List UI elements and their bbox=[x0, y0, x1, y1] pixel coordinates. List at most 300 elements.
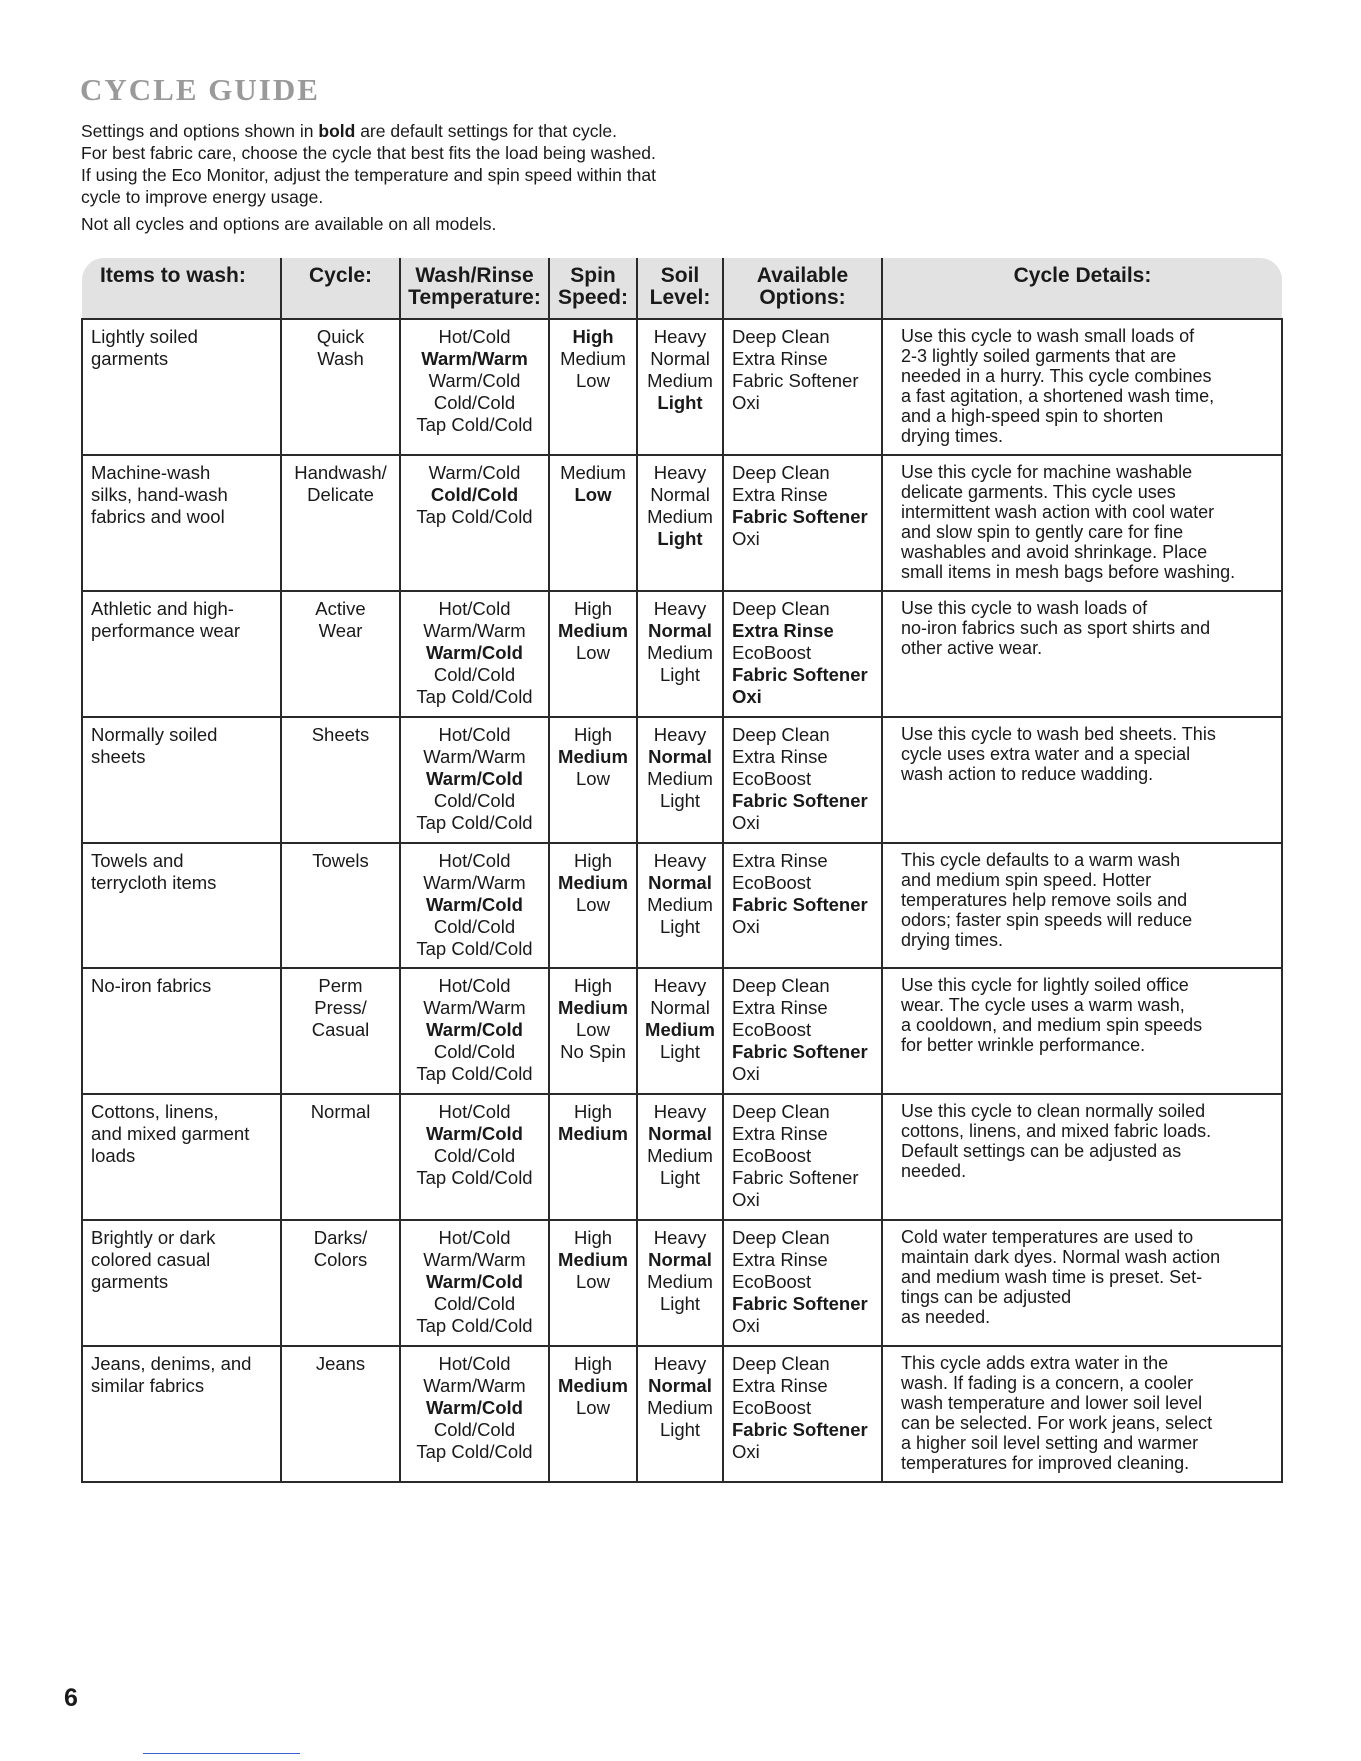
soil-line: Heavy bbox=[653, 723, 707, 745]
soil-line: Light bbox=[657, 527, 703, 549]
options-line: Extra Rinse bbox=[732, 1123, 828, 1145]
soil-line: Light bbox=[659, 915, 701, 937]
table-row bbox=[82, 591, 1282, 717]
table-row bbox=[82, 968, 1282, 1094]
items-line: Jeans, denims, and bbox=[91, 1352, 252, 1374]
soil-line: Normal bbox=[648, 1123, 712, 1145]
spin-cell bbox=[549, 843, 637, 969]
items-line: Brightly or dark bbox=[91, 1227, 216, 1249]
spin-cell bbox=[549, 591, 637, 717]
items-line: fabrics and wool bbox=[91, 505, 225, 527]
cycle-cell bbox=[281, 591, 400, 717]
items-cell bbox=[82, 1346, 281, 1482]
header-spin-speed bbox=[549, 258, 637, 319]
temp-line: Warm/Cold bbox=[426, 1123, 523, 1145]
options-line: Oxi bbox=[732, 915, 760, 937]
details-cell bbox=[882, 591, 1282, 717]
options-line: Extra Rinse bbox=[732, 745, 828, 767]
options-cell bbox=[723, 1220, 882, 1346]
items-line: loads bbox=[91, 1145, 136, 1167]
temp-line: Warm/Warm bbox=[423, 1374, 526, 1396]
temp-line: Warm/Cold bbox=[426, 1019, 523, 1041]
cycle-cell bbox=[281, 1346, 400, 1482]
options-line: Oxi bbox=[732, 685, 762, 707]
spin-line: Medium bbox=[558, 871, 628, 893]
options-line: Extra Rinse bbox=[732, 849, 828, 871]
soil-cell bbox=[637, 1220, 723, 1346]
options-line: Fabric Softener bbox=[732, 663, 868, 685]
details-line: temperatures for improved cleaning. bbox=[901, 1452, 1190, 1473]
temp-line: Warm/Cold bbox=[426, 1396, 523, 1418]
cycle-line: Delicate bbox=[307, 483, 374, 505]
details-cell bbox=[882, 843, 1282, 969]
details-line: and a high-speed spin to shorten bbox=[901, 406, 1164, 426]
soil-line: Light bbox=[659, 1167, 701, 1189]
spin-line: Low bbox=[576, 370, 610, 391]
items-cell bbox=[82, 591, 281, 717]
temp-line: Warm/Cold bbox=[428, 461, 521, 483]
options-cell bbox=[723, 968, 882, 1094]
details-line: needed. bbox=[901, 1161, 967, 1182]
spin-cell bbox=[549, 1220, 637, 1346]
options-line: Deep Clean bbox=[732, 975, 830, 997]
soil-line: Light bbox=[659, 1293, 701, 1315]
cycle-cell bbox=[281, 319, 400, 455]
soil-cell bbox=[637, 843, 723, 969]
options-cell bbox=[723, 1094, 882, 1220]
spin-cell bbox=[549, 1094, 637, 1220]
temp-line: Warm/Warm bbox=[423, 997, 526, 1019]
items-line: Lightly soiled bbox=[91, 326, 198, 347]
header-line: Wash/Rinse bbox=[415, 264, 534, 287]
soil-line: Medium bbox=[647, 370, 713, 391]
spin-line: Low bbox=[574, 483, 612, 505]
soil-line: Light bbox=[659, 663, 701, 685]
soil-line: Heavy bbox=[653, 975, 707, 997]
temp-line: Cold/Cold bbox=[433, 1041, 516, 1063]
intro-line bbox=[81, 120, 841, 142]
spin-line: Low bbox=[576, 893, 610, 915]
options-line: EcoBoost bbox=[732, 641, 812, 663]
page-title: CYCLE GUIDE bbox=[80, 72, 320, 107]
cycle-line: Press/ bbox=[314, 997, 367, 1019]
soil-line: Normal bbox=[650, 483, 710, 505]
options-cell bbox=[723, 843, 882, 969]
header-line: Temperature: bbox=[408, 286, 541, 309]
soil-line: Medium bbox=[647, 1271, 713, 1293]
items-cell bbox=[82, 319, 281, 455]
options-line: Deep Clean bbox=[732, 326, 830, 347]
details-line: Use this cycle for lightly soiled office bbox=[901, 975, 1189, 996]
details-line: and medium wash time is preset. Set- bbox=[901, 1267, 1203, 1288]
spin-cell bbox=[549, 455, 637, 591]
items-cell bbox=[82, 968, 281, 1094]
soil-cell bbox=[637, 455, 723, 591]
table-header-row bbox=[82, 258, 1282, 319]
soil-line: Medium bbox=[647, 641, 713, 663]
header-temperature bbox=[400, 258, 549, 319]
table-row bbox=[82, 1094, 1282, 1220]
details-line: wash action to reduce wadding. bbox=[901, 763, 1154, 784]
spin-cell bbox=[549, 319, 637, 455]
options-line: Fabric Softener bbox=[732, 1293, 868, 1315]
details-line: Default settings can be adjusted as bbox=[901, 1141, 1182, 1162]
options-line: EcoBoost bbox=[732, 871, 812, 893]
items-line: Machine-wash bbox=[91, 461, 211, 483]
temp-line: Warm/Warm bbox=[423, 871, 526, 893]
items-line: silks, hand-wash bbox=[91, 483, 228, 505]
details-line: wear. The cycle uses a warm wash, bbox=[901, 995, 1185, 1016]
options-line: Deep Clean bbox=[732, 1227, 830, 1249]
spin-line: Low bbox=[576, 1019, 610, 1041]
soil-line: Heavy bbox=[653, 1227, 707, 1249]
footer-rule bbox=[143, 1753, 300, 1754]
options-line: Oxi bbox=[732, 1315, 760, 1337]
items-line: No-iron fabrics bbox=[91, 975, 212, 997]
table-row bbox=[82, 455, 1282, 591]
header-line: Soil bbox=[660, 264, 700, 287]
options-line: EcoBoost bbox=[732, 767, 812, 789]
cycle-cell bbox=[281, 968, 400, 1094]
soil-line: Medium bbox=[647, 893, 713, 915]
options-cell bbox=[723, 591, 882, 717]
soil-line: Normal bbox=[648, 871, 712, 893]
cycle-cell bbox=[281, 455, 400, 591]
header-line: Available bbox=[756, 264, 849, 287]
cycle-line: Normal bbox=[310, 1101, 371, 1123]
details-line: odors; faster spin speeds will reduce bbox=[901, 909, 1193, 930]
options-line: EcoBoost bbox=[732, 1019, 812, 1041]
soil-line: Normal bbox=[648, 1249, 712, 1271]
intro-text-segment: Settings and options shown in bbox=[81, 121, 319, 141]
details-line: Use this cycle to clean normally soiled bbox=[901, 1101, 1206, 1122]
temp-line: Tap Cold/Cold bbox=[416, 685, 533, 707]
soil-line: Heavy bbox=[653, 597, 707, 619]
soil-line: Heavy bbox=[653, 326, 707, 347]
temp-line: Warm/Cold bbox=[426, 893, 523, 915]
details-line: cycle uses extra water and a special bbox=[901, 743, 1191, 764]
details-line: for better wrinkle performance. bbox=[901, 1035, 1146, 1056]
cycle-line: Casual bbox=[311, 1019, 370, 1041]
options-line: Deep Clean bbox=[732, 723, 830, 745]
header-available-options bbox=[723, 258, 882, 319]
details-cell bbox=[882, 1346, 1282, 1482]
options-line: EcoBoost bbox=[732, 1145, 812, 1167]
temp-line: Cold/Cold bbox=[433, 1145, 516, 1167]
options-line: Extra Rinse bbox=[732, 1249, 828, 1271]
temp-cell bbox=[400, 455, 549, 591]
table-body bbox=[82, 319, 1282, 1482]
soil-line: Normal bbox=[650, 997, 710, 1019]
cycle-line: Quick bbox=[316, 326, 365, 347]
items-line: terrycloth items bbox=[91, 871, 217, 893]
spin-line: Medium bbox=[560, 348, 626, 369]
intro-line: For best fabric care, choose the cycle that best fits the load being washed. bbox=[81, 143, 656, 163]
temp-line: Tap Cold/Cold bbox=[416, 811, 533, 833]
details-line: and slow spin to gently care for fine bbox=[901, 521, 1184, 542]
cycle-line: Jeans bbox=[315, 1352, 366, 1374]
temp-line: Warm/Cold bbox=[426, 767, 523, 789]
details-line: a cooldown, and medium spin speeds bbox=[901, 1015, 1203, 1036]
temp-line: Warm/Cold bbox=[426, 641, 523, 663]
soil-cell bbox=[637, 968, 723, 1094]
options-cell bbox=[723, 1346, 882, 1482]
soil-line: Heavy bbox=[653, 1352, 707, 1374]
header-line: Level: bbox=[649, 286, 711, 309]
soil-line: Heavy bbox=[653, 1101, 707, 1123]
items-line: similar fabrics bbox=[91, 1374, 205, 1396]
table-row bbox=[82, 717, 1282, 843]
spin-line: Medium bbox=[558, 619, 628, 641]
temp-line: Tap Cold/Cold bbox=[416, 937, 533, 959]
soil-cell bbox=[637, 717, 723, 843]
cycle-cell bbox=[281, 1094, 400, 1220]
spin-line: Low bbox=[576, 641, 610, 663]
options-cell bbox=[723, 319, 882, 455]
options-line: Fabric Softener bbox=[732, 505, 868, 527]
temp-line: Hot/Cold bbox=[438, 1227, 511, 1249]
options-line: EcoBoost bbox=[732, 1396, 812, 1418]
options-line: Oxi bbox=[732, 527, 760, 549]
items-line: performance wear bbox=[91, 619, 241, 641]
spin-line: High bbox=[573, 975, 613, 997]
header-line: Options: bbox=[759, 286, 846, 309]
intro-line: cycle to improve energy usage. bbox=[81, 187, 324, 207]
cycle-line: Darks/ bbox=[313, 1227, 368, 1249]
temp-line: Warm/Cold bbox=[428, 370, 521, 391]
cycle-cell bbox=[281, 717, 400, 843]
temp-line: Cold/Cold bbox=[433, 915, 516, 937]
details-cell bbox=[882, 968, 1282, 1094]
items-cell bbox=[82, 717, 281, 843]
temp-line: Hot/Cold bbox=[438, 849, 511, 871]
soil-cell bbox=[637, 1346, 723, 1482]
temp-cell bbox=[400, 1346, 549, 1482]
options-line: Fabric Softener bbox=[732, 1041, 868, 1063]
details-line: small items in mesh bags before washing. bbox=[901, 561, 1236, 582]
items-line: garments bbox=[91, 348, 169, 369]
options-line: Extra Rinse bbox=[732, 348, 828, 369]
options-line: Extra Rinse bbox=[732, 619, 834, 641]
details-line: Use this cycle to wash bed sheets. This bbox=[901, 723, 1216, 744]
temp-cell bbox=[400, 591, 549, 717]
details-line: drying times. bbox=[901, 929, 1004, 950]
options-line: Oxi bbox=[732, 811, 760, 833]
soil-line: Normal bbox=[650, 348, 710, 369]
soil-line: Light bbox=[659, 1041, 701, 1063]
options-line: Oxi bbox=[732, 1063, 760, 1085]
cycle-cell bbox=[281, 843, 400, 969]
details-line: a fast agitation, a shortened wash time, bbox=[901, 386, 1215, 406]
details-line: other active wear. bbox=[901, 637, 1043, 658]
cycle-line: Towels bbox=[312, 849, 369, 871]
options-line: Fabric Softener bbox=[732, 893, 868, 915]
details-line: Use this cycle for machine washable bbox=[901, 461, 1193, 482]
details-line: as needed. bbox=[901, 1307, 991, 1328]
options-line: Extra Rinse bbox=[732, 483, 828, 505]
spin-line: High bbox=[573, 1101, 613, 1123]
table-row bbox=[82, 1220, 1282, 1346]
details-line: drying times. bbox=[901, 426, 1004, 446]
details-line: a higher soil level setting and warmer bbox=[901, 1432, 1199, 1453]
soil-line: Heavy bbox=[653, 461, 707, 483]
soil-line: Light bbox=[657, 392, 703, 413]
temp-cell bbox=[400, 843, 549, 969]
spin-line: High bbox=[573, 1352, 613, 1374]
temp-line: Cold/Cold bbox=[430, 483, 519, 505]
intro-bold-word: bold bbox=[318, 121, 356, 141]
spin-line: High bbox=[573, 849, 613, 871]
soil-cell bbox=[637, 591, 723, 717]
spin-cell bbox=[549, 717, 637, 843]
options-line: Extra Rinse bbox=[732, 1374, 828, 1396]
soil-line: Heavy bbox=[653, 849, 707, 871]
details-line: intermittent wash action with cool water bbox=[901, 501, 1215, 522]
spin-line: Medium bbox=[558, 1374, 628, 1396]
soil-line: Normal bbox=[648, 619, 712, 641]
cycle-line: Handwash/ bbox=[294, 461, 387, 483]
spin-line: Low bbox=[576, 1396, 610, 1418]
items-line: colored casual bbox=[91, 1249, 211, 1271]
details-cell bbox=[882, 1220, 1282, 1346]
options-line: Deep Clean bbox=[732, 597, 830, 619]
spin-line: High bbox=[573, 597, 613, 619]
header-cycle: Cycle: bbox=[281, 258, 400, 319]
spin-cell bbox=[549, 1346, 637, 1482]
cycle-line: Sheets bbox=[311, 723, 370, 745]
cycle-guide-table bbox=[81, 258, 1283, 1483]
spin-line: Medium bbox=[558, 1123, 628, 1145]
header-items-to-wash: Items to wash: bbox=[82, 258, 281, 319]
details-line: needed in a hurry. This cycle combines bbox=[901, 366, 1212, 386]
soil-line: Medium bbox=[647, 505, 713, 527]
header-line: Speed: bbox=[557, 286, 628, 309]
spin-line: Medium bbox=[558, 1249, 628, 1271]
items-cell bbox=[82, 1094, 281, 1220]
spin-line: High bbox=[573, 723, 613, 745]
soil-line: Light bbox=[659, 1418, 701, 1440]
details-cell bbox=[882, 319, 1282, 455]
details-cell bbox=[882, 1094, 1282, 1220]
items-line: and mixed garment bbox=[91, 1123, 250, 1145]
temp-line: Hot/Cold bbox=[438, 1352, 511, 1374]
table-row bbox=[82, 1346, 1282, 1482]
temp-line: Cold/Cold bbox=[433, 789, 516, 811]
temp-line: Cold/Cold bbox=[433, 1418, 516, 1440]
page-number: 6 bbox=[64, 1684, 78, 1712]
options-line: Deep Clean bbox=[732, 1101, 830, 1123]
spin-line: Medium bbox=[558, 745, 628, 767]
details-line: This cycle adds extra water in the bbox=[901, 1352, 1169, 1373]
details-line: and medium spin speed. Hotter bbox=[901, 869, 1152, 890]
details-cell bbox=[882, 717, 1282, 843]
soil-line: Medium bbox=[647, 1145, 713, 1167]
soil-line: Light bbox=[659, 789, 701, 811]
options-line: Extra Rinse bbox=[732, 997, 828, 1019]
options-cell bbox=[723, 455, 882, 591]
spin-line: Low bbox=[576, 1271, 610, 1293]
options-line: Fabric Softener bbox=[732, 789, 868, 811]
temp-line: Warm/Cold bbox=[426, 1271, 523, 1293]
temp-line: Hot/Cold bbox=[438, 1101, 511, 1123]
options-line: Oxi bbox=[732, 1189, 760, 1211]
intro-line: If using the Eco Monitor, adjust the temperature and spin speed within that bbox=[81, 165, 656, 185]
soil-cell bbox=[637, 1094, 723, 1220]
temp-cell bbox=[400, 319, 549, 455]
intro-note: Not all cycles and options are available on all models. bbox=[81, 214, 497, 234]
spin-line: High bbox=[573, 1227, 613, 1249]
details-line: delicate garments. This cycle uses bbox=[901, 481, 1176, 502]
items-cell bbox=[82, 1220, 281, 1346]
spin-line: Medium bbox=[558, 997, 628, 1019]
details-line: wash. If fading is a concern, a cooler bbox=[901, 1372, 1194, 1393]
details-line: temperatures help remove soils and bbox=[901, 889, 1188, 910]
options-line: Deep Clean bbox=[732, 1352, 830, 1374]
cycle-line: Wash bbox=[317, 348, 364, 369]
temp-line: Cold/Cold bbox=[433, 392, 516, 413]
temp-line: Hot/Cold bbox=[438, 975, 511, 997]
temp-line: Tap Cold/Cold bbox=[416, 505, 533, 527]
details-line: 2-3 lightly soiled garments that are bbox=[901, 346, 1177, 366]
details-line: no-iron fabrics such as sport shirts and bbox=[901, 617, 1211, 638]
options-line: Fabric Softener bbox=[732, 1167, 859, 1189]
details-line: cottons, linens, and mixed fabric loads. bbox=[901, 1121, 1212, 1142]
items-line: Towels and bbox=[91, 849, 184, 871]
details-line: Use this cycle to wash small loads of bbox=[901, 326, 1195, 346]
header-soil-level bbox=[637, 258, 723, 319]
options-line: Fabric Softener bbox=[732, 1418, 868, 1440]
items-line: Athletic and high- bbox=[91, 597, 234, 619]
temp-cell bbox=[400, 1220, 549, 1346]
items-line: Normally soiled bbox=[91, 723, 218, 745]
spin-line: No Spin bbox=[560, 1041, 626, 1063]
temp-cell bbox=[400, 1094, 549, 1220]
temp-line: Tap Cold/Cold bbox=[416, 1315, 533, 1337]
soil-line: Normal bbox=[648, 745, 712, 767]
details-line: maintain dark dyes. Normal wash action bbox=[901, 1247, 1221, 1268]
details-line: Use this cycle to wash loads of bbox=[901, 597, 1148, 618]
temp-line: Warm/Warm bbox=[423, 1249, 526, 1271]
options-line: EcoBoost bbox=[732, 1271, 812, 1293]
temp-line: Tap Cold/Cold bbox=[416, 1440, 533, 1462]
options-line: Oxi bbox=[732, 392, 760, 413]
details-line: Cold water temperatures are used to bbox=[901, 1227, 1194, 1248]
items-cell bbox=[82, 843, 281, 969]
items-line: sheets bbox=[91, 745, 146, 767]
options-line: Fabric Softener bbox=[732, 370, 859, 391]
header-cycle-details: Cycle Details: bbox=[882, 258, 1282, 319]
items-cell bbox=[82, 455, 281, 591]
temp-line: Cold/Cold bbox=[433, 1293, 516, 1315]
soil-line: Normal bbox=[648, 1374, 712, 1396]
temp-line: Hot/Cold bbox=[438, 326, 511, 347]
spin-line: Low bbox=[576, 767, 610, 789]
options-cell bbox=[723, 717, 882, 843]
temp-line: Tap Cold/Cold bbox=[416, 414, 533, 435]
intro-text-segment: are default settings for that cycle. bbox=[355, 121, 617, 141]
soil-line: Medium bbox=[645, 1019, 715, 1041]
temp-cell bbox=[400, 968, 549, 1094]
details-line: washables and avoid shrinkage. Place bbox=[901, 541, 1208, 562]
temp-line: Warm/Warm bbox=[421, 348, 528, 369]
temp-line: Hot/Cold bbox=[438, 723, 511, 745]
temp-line: Warm/Warm bbox=[423, 619, 526, 641]
details-line: This cycle defaults to a warm wash bbox=[901, 849, 1181, 870]
details-cell bbox=[882, 455, 1282, 591]
details-line: wash temperature and lower soil level bbox=[901, 1392, 1203, 1413]
cycle-line: Wear bbox=[318, 619, 363, 641]
table-row bbox=[82, 843, 1282, 969]
